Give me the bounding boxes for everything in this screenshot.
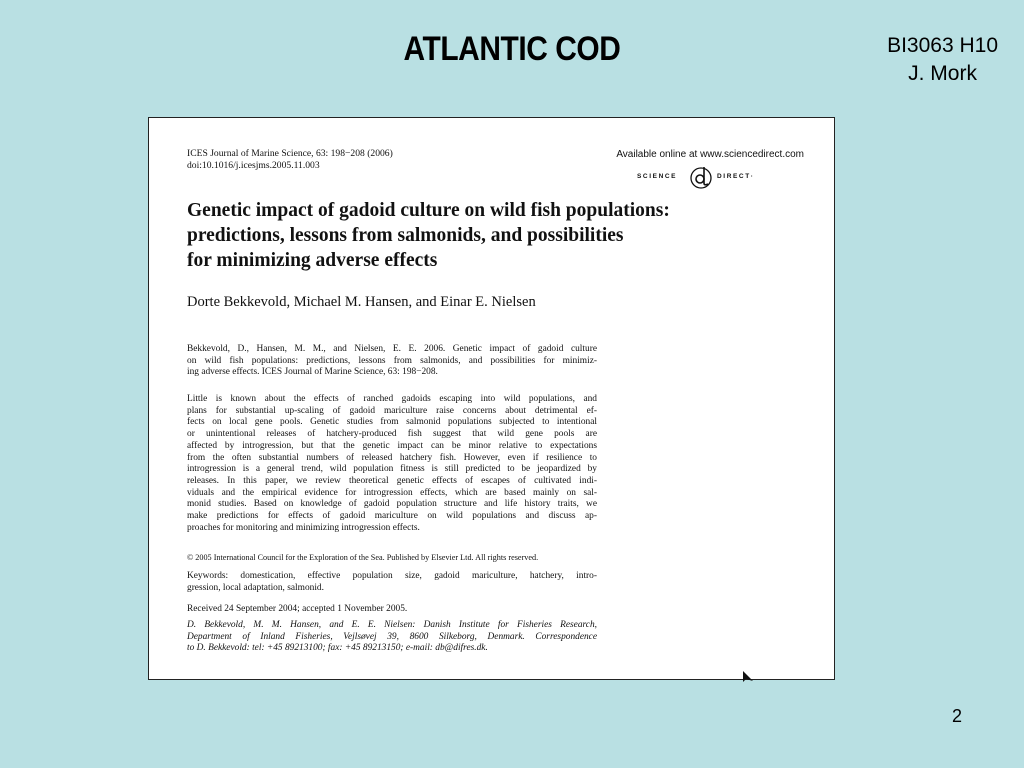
citation-line: Bekkevold, D., Hansen, M. M., and Nielsen, E. E. 2006. Genetic impact of gadoid culture <box>187 344 597 354</box>
abstract-line: proaches for monitoring and minimizing introgression effects. <box>187 522 420 533</box>
available-online: Available online at www.sciencedirect.com <box>616 149 804 160</box>
paper-abstract-image <box>148 117 835 680</box>
doi-line: doi:10.1016/j.icesjms.2005.11.003 <box>187 160 320 171</box>
abstract-line: from the often substantial numbers of released hatchery fish. However, even if resilience to <box>187 452 597 463</box>
article-title <box>187 198 787 273</box>
sciencedirect-logo <box>637 163 767 191</box>
mouse-pointer-icon <box>743 671 755 683</box>
affiliation <box>187 620 597 655</box>
abstract-line: affected by introgression, but that the genetic impact can be minor relative to expectations <box>187 440 597 451</box>
abstract-line: Little is known about the effects of ranched gadoids escaping into wild populations, and <box>187 394 597 404</box>
course-code: BI3063 H10 <box>887 34 998 57</box>
keywords-line: gression, local adaptation, salmonid. <box>187 582 324 593</box>
title-line: predictions, lessons from salmonids, and possibilities <box>187 225 624 246</box>
abstract-line: or unintentional releases of hatchery-produced fish suggest that wild gene pools are <box>187 429 597 440</box>
logo-text-right: DIRECT· <box>717 173 755 180</box>
keywords <box>187 571 597 594</box>
abstract-line: viduals and the empirical evidence for introgression effects, which are based mainly on sal- <box>187 487 597 498</box>
abstract-line: plans for substantial up-scaling of gadoid mariculture raise concerns about detrimental ef- <box>187 405 597 416</box>
authors: Dorte Bekkevold, Michael M. Hansen, and Einar E. Nielsen <box>187 294 536 310</box>
page-number: 2 <box>951 706 962 726</box>
abstract-line: releases. In this paper, we review theoretical genetic effects of escapes of cultivated indi- <box>187 475 597 486</box>
course-author: J. Mork <box>908 62 977 85</box>
abstract <box>187 394 597 534</box>
affiliation-line: D. Bekkevold, M. M. Hansen, and E. E. Nielsen: Danish Institute for Fisheries Research, <box>187 620 597 630</box>
logo-text-left: SCIENCE <box>637 173 678 180</box>
abstract-line: fects on local gene pools. Genetic studies from salmonid populations subjected to intentional <box>187 417 597 428</box>
citation-line: on wild fish populations: predictions, lessons from salmonids, and possibilities for minimiz- <box>187 355 597 366</box>
at-sign-icon <box>689 163 713 191</box>
affiliation-line: Department of Inland Fisheries, Vejlsøvej 39, 8600 Silkeborg, Denmark. Correspondence <box>187 631 597 642</box>
journal-reference <box>187 148 393 172</box>
abstract-line: make predictions for effects of gadoid mariculture on wild populations and discuss ap- <box>187 511 597 522</box>
title-line: for minimizing adverse effects <box>187 250 438 271</box>
copyright-line: © 2005 International Council for the Exploration of the Sea. Published by Elsevier Ltd. All rights reserved. <box>187 553 539 562</box>
title-line: Genetic impact of gadoid culture on wild fish populations: <box>187 200 670 221</box>
abstract-line: introgression is a general trend, wild population fitness is still predicted to be jeopardized by <box>187 464 597 475</box>
course-info <box>887 32 998 88</box>
keywords-line: Keywords: domestication, effective population size, gadoid mariculture, hatchery, intro- <box>187 571 597 581</box>
citation <box>187 344 597 379</box>
citation-line: ing adverse effects. ICES Journal of Marine Science, 63: 198−208. <box>187 367 438 378</box>
abstract-line: monid studies. Based on knowledge of gadoid population structure and life history traits, we <box>187 499 597 510</box>
received-line: Received 24 September 2004; accepted 1 November 2005. <box>187 604 408 614</box>
journal-line: ICES Journal of Marine Science, 63: 198−208 (2006) <box>187 148 393 159</box>
copyright <box>187 552 597 564</box>
slide-title: ATLANTIC COD <box>403 30 621 68</box>
received-dates <box>187 604 597 616</box>
affiliation-line: to D. Bekkevold: tel: +45 89213100; fax: +45 89213150; e-mail: db@difres.dk. <box>187 643 488 654</box>
